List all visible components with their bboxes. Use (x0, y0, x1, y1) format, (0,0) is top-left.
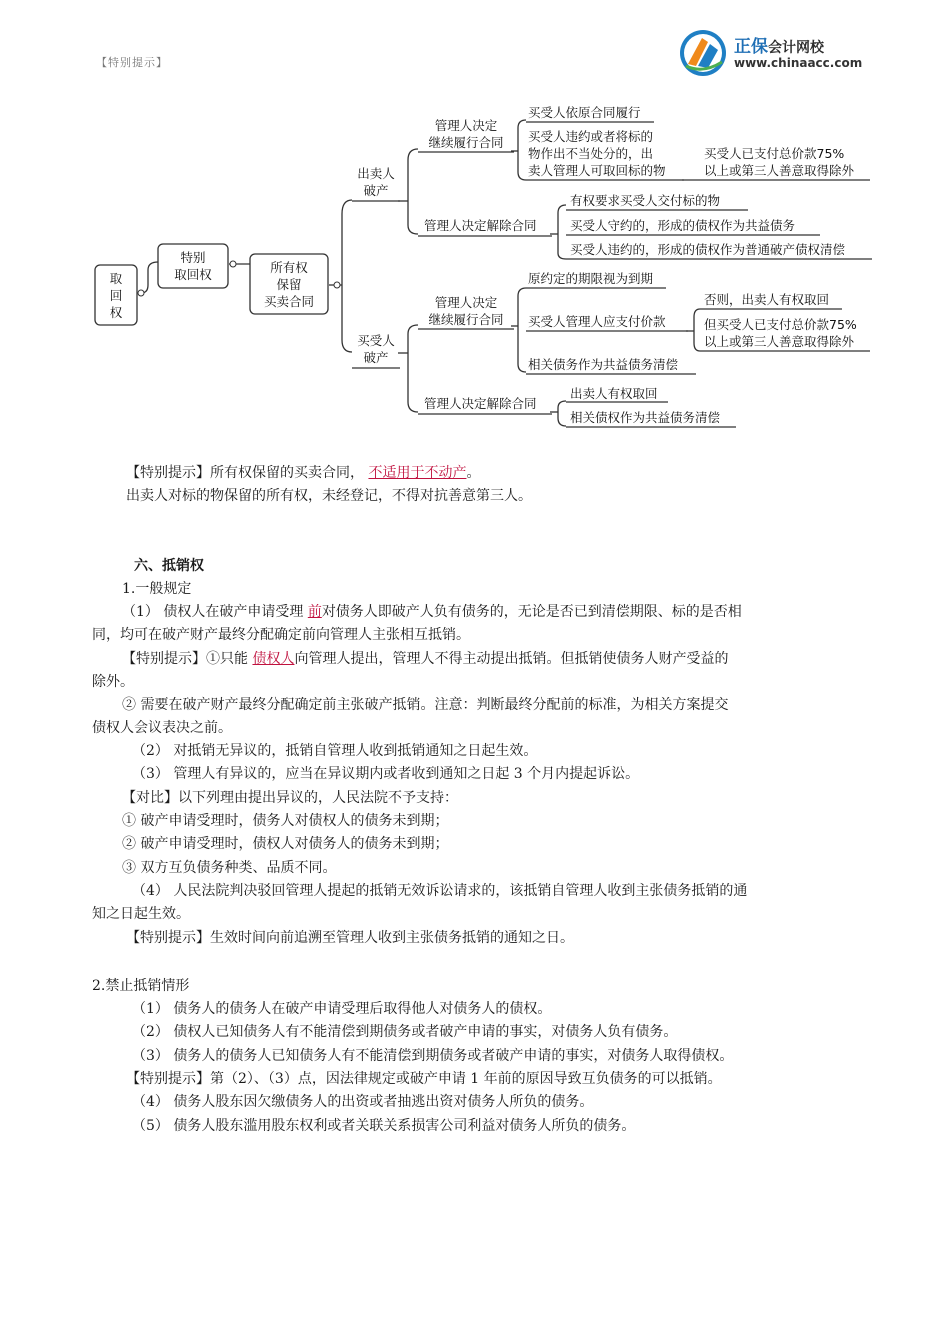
seller-bankrupt-label-2: 破产 (363, 183, 389, 198)
paragraph-line: 【特别提示】生效时间向前追溯至管理人收到主张债务抵销的通知之日。 (126, 930, 574, 946)
paragraph-line: 除外。 (92, 674, 134, 690)
connector (408, 353, 418, 412)
retention-label-3: 买卖合同 (263, 294, 315, 309)
paragraph-line: （4） 人民法院判决驳回管理人提起的抵销无效诉讼请求的，该抵销自管理人收到主张债务抵销的通 (132, 883, 748, 899)
s-cont-1-label: 买受人依原合同履行 (528, 105, 641, 120)
node-dot (138, 290, 144, 296)
paragraph-line: 同，均可在破产财产最终分配确定前向管理人主张相互抵销。 (92, 627, 470, 643)
connector (518, 120, 526, 151)
connector (342, 285, 352, 352)
connector (408, 325, 418, 353)
connector (558, 234, 566, 259)
retention-label-2: 保留 (276, 277, 302, 292)
b-cont-2-b-label-2: 以上或第三人善意取得除外 (704, 334, 855, 349)
subsection-prohibited: 2.禁止抵销情形 (92, 978, 190, 994)
list-item: （3） 债务人的债务人已知债务人有不能清偿到期债务或者破产申请的事实，对债务人取得债权。 (132, 1048, 734, 1064)
root-label-3: 权 (109, 305, 123, 320)
b-cont-1-label: 原约定的期限视为到期 (528, 271, 654, 286)
paragraph-line: 【特别提示】①只能 债权人向管理人提出，管理人不得主动提出抵销。但抵销使债务人财产受益的 (122, 651, 729, 667)
seller-bankrupt-label-1: 出卖人 (357, 166, 395, 181)
s-cont-2-exc-label-1: 买受人已支付总价款75% (704, 146, 845, 161)
paragraph-line: 知之日起生效。 (92, 906, 190, 922)
connector (342, 200, 352, 285)
list-item: ② 破产申请受理时，债权人对债务人的债务未到期； (122, 836, 449, 852)
b-rescind-label: 管理人决定解除合同 (424, 396, 537, 411)
section-title: 六、抵销权 (134, 558, 204, 574)
special-label-2: 取回权 (174, 267, 212, 282)
retrieval-right-mindmap (0, 0, 950, 440)
connector (408, 149, 418, 201)
s-cont-2-label-3: 卖人管理人可取回标的物 (528, 163, 666, 178)
s-cont-2-label-2: 物作出不当处分的，出 (528, 146, 654, 161)
special-label-1: 特别 (180, 250, 206, 265)
connector (518, 288, 526, 326)
b-continue-label-1: 管理人决定 (434, 295, 498, 310)
b-cont-2-b-label-1: 但买受人已支付总价款75% (704, 317, 857, 332)
s-resc-3-label: 买受人违约的，形成的债权作为普通破产债权清偿 (570, 242, 846, 257)
s-cont-2-exc-label-2: 以上或第三人善意取得除外 (704, 163, 855, 178)
paragraph-line: 【特别提示】第（2）、（3）点，因法律规定或破产申请 1 年前的原因导致互负债务的可以抵销。 (126, 1071, 722, 1087)
paragraph-line: ② 需要在破产财产最终分配确定前主张破产抵销。注意：判断最终分配前的标准，为相关方案提交 (122, 697, 729, 713)
s-continue-label-2: 继续履行合同 (428, 135, 504, 150)
node-dot (334, 282, 340, 288)
list-item: （1） 债务人的债务人在破产申请受理后取得他人对债务人的债权。 (132, 1001, 552, 1017)
note-special-tip: 【特别提示】所有权保留的买卖合同， 不适用于不动产。 (126, 465, 481, 481)
highlight-creditor: 债权人 (252, 651, 295, 667)
root-label-2: 回 (109, 288, 123, 303)
connector (694, 331, 700, 351)
connector (558, 205, 566, 234)
list-item: （4） 债务人股东因欠缴债务人的出资或者抽逃出资对债务人所负的债务。 (132, 1094, 594, 1110)
s-continue-label-1: 管理人决定 (434, 118, 498, 133)
list-item: ③ 双方互负债务种类、品质不同。 (122, 860, 337, 876)
logo-brand: 正保会计网校 (734, 37, 824, 57)
connector (558, 401, 566, 412)
buyer-bankrupt-label-1: 买受人 (357, 333, 395, 348)
connector (558, 412, 566, 426)
paragraph-line: 【对比】以下列理由提出异议的，人民法院不予支持： (122, 790, 458, 806)
b-cont-3-label: 相关债务作为共益债务清偿 (528, 357, 679, 372)
b-resc-1-label: 出卖人有权取回 (570, 386, 658, 401)
logo-url: www.chinaacc.com (734, 56, 863, 70)
b-continue-label-2: 继续履行合同 (428, 312, 504, 327)
connector (408, 201, 418, 234)
buyer-bankrupt-label-2: 破产 (363, 350, 389, 365)
retention-label-1: 所有权 (270, 260, 308, 275)
header-fragment: 【特别提示】 (96, 56, 168, 69)
list-item: （5） 债务人股东滥用股东权利或者关联关系损害公司利益对债务人所负的债务。 (132, 1118, 636, 1134)
paragraph-line: （1） 债权人在破产申请受理 前对债务人即破产人负有债务的，无论是否已到清偿期限、标的是否相 (122, 604, 742, 620)
connector (141, 262, 158, 293)
connector (518, 151, 526, 180)
list-item: （2） 债权人已知债务人有不能清偿到期债务或者破产申请的事实，对债务人负有债务。 (132, 1024, 678, 1040)
highlight-not-real-estate: 不适用于不动产 (368, 465, 467, 481)
note-registration: 出卖人对标的物保留的所有权，未经登记，不得对抗善意第三人。 (126, 488, 532, 504)
b-cont-2-a-label: 否则，出卖人有权取回 (704, 292, 830, 307)
list-item: ① 破产申请受理时，债务人对债权人的债务未到期； (122, 813, 449, 829)
subsection-general: 1.一般规定 (122, 581, 192, 597)
s-cont-2-label-1: 买受人违约或者将标的 (528, 129, 654, 144)
b-cont-2-label: 买受人管理人应支付价款 (528, 314, 666, 329)
b-resc-2-label: 相关债权作为共益债务清偿 (570, 410, 721, 425)
s-resc-1-label: 有权要求买受人交付标的物 (570, 193, 721, 208)
paragraph-line: （2） 对抵销无异议的，抵销自管理人收到抵销通知之日起生效。 (132, 743, 538, 759)
paragraph-line: 债权人会议表决之前。 (92, 720, 232, 736)
connector (518, 326, 526, 372)
s-rescind-label: 管理人决定解除合同 (424, 218, 537, 233)
node-dot (230, 261, 236, 267)
paragraph-line: （3） 管理人有异议的，应当在异议期内或者收到通知之日起 3 个月内提起诉讼。 (132, 766, 640, 782)
connector (694, 309, 700, 331)
highlight-before: 前 (307, 604, 322, 620)
root-label-1: 取 (109, 271, 123, 286)
s-resc-2-label: 买受人守约的，形成的债权作为共益债务 (570, 218, 796, 233)
